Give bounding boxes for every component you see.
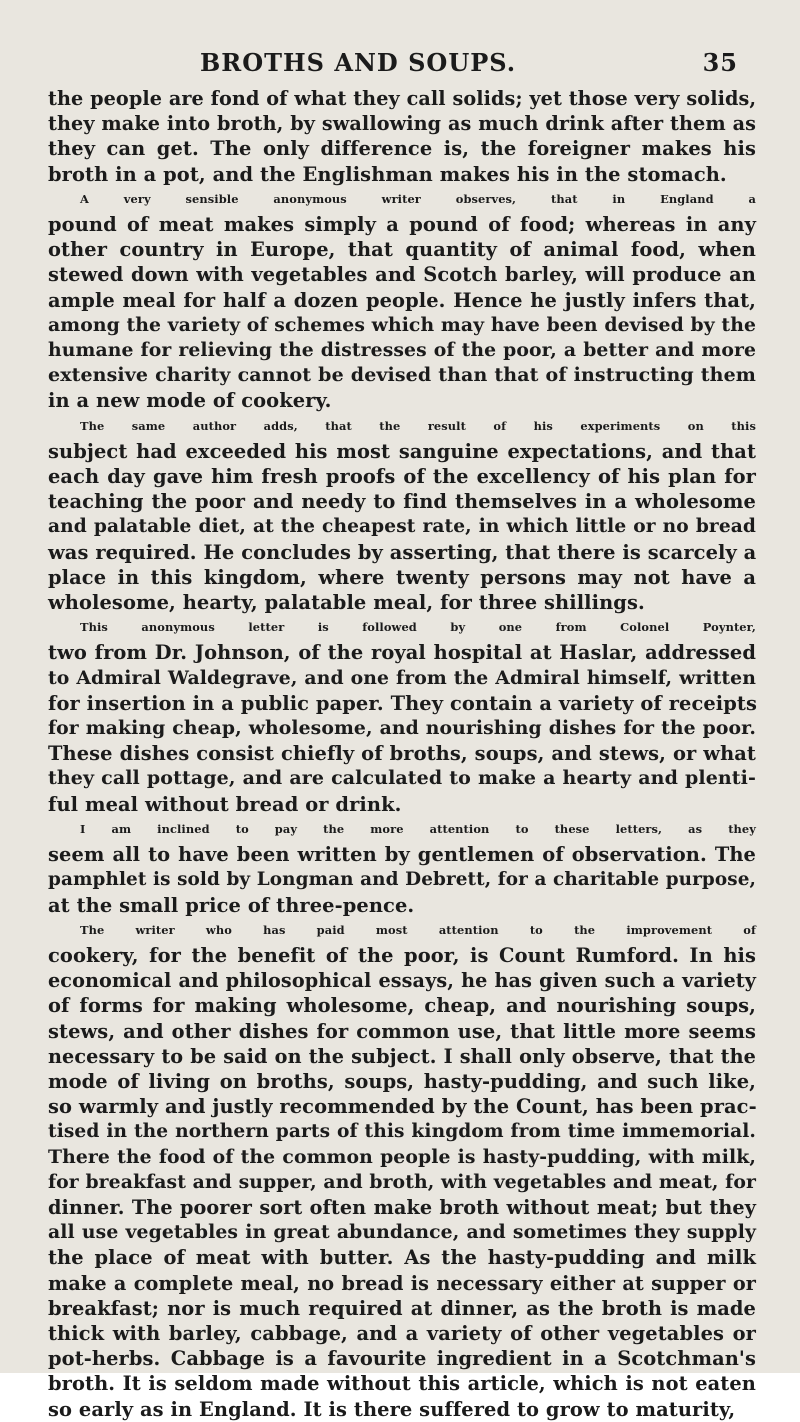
text-line: ample meal for half a dozen people. Hence he justly infers that, xyxy=(48,288,756,312)
text-line: for breakfast and supper, and broth, with vegetables and meat, for xyxy=(48,1170,756,1193)
paragraph xyxy=(48,918,756,1422)
text-line: The same author adds, that the result of his experiments on this xyxy=(80,418,756,433)
text-line: The writer who has paid most attention to the improvement of xyxy=(80,922,756,937)
text-line: place in this kingdom, where twenty persons may not have a xyxy=(48,565,756,589)
running-head xyxy=(48,30,756,77)
text-line: at the small price of three-pence. xyxy=(48,893,415,917)
text-line: seem all to have been written by gentlemen of observation. The xyxy=(48,843,756,867)
paragraph xyxy=(48,86,756,187)
text-line: economical and philosophical essays, he has given such a variety xyxy=(48,969,756,993)
text-line: necessary to be said on the subject. I shall only observe, that the xyxy=(48,1044,756,1068)
text-line: subject had exceeded his most sanguine expectations, and that xyxy=(48,439,756,463)
text-line: humane for relieving the distresses of the poor, a better and more xyxy=(48,339,756,362)
text-line: tised in the northern parts of this kingdom from time immemorial. xyxy=(48,1121,756,1143)
paragraph xyxy=(48,817,756,918)
text-line: for making cheap, wholesome, and nourishing dishes for the poor. xyxy=(48,717,756,740)
text-line: they call pottage, and are calculated to make a hearty and plenti- xyxy=(48,767,756,790)
text-line: so warmly and justly recommended by the Count, has been prac- xyxy=(48,1095,757,1119)
text-line: pamphlet is sold by Longman and Debrett, for a charitable purpose, xyxy=(48,869,756,891)
text-line: ful meal without bread or drink. xyxy=(48,792,402,816)
paragraph xyxy=(48,615,756,817)
text-line: the people are fond of what they call solids; yet those very solids, xyxy=(48,87,757,110)
text-line: of forms for making wholesome, cheap, and nourishing soups, xyxy=(48,994,756,1018)
text-line: A very sensible anonymous writer observes, that in England a xyxy=(80,191,756,206)
text-line: mode of living on broths, soups, hasty-pudding, and such like, xyxy=(48,1069,756,1093)
text-line: wholesome, hearty, palatable meal, for three shillings. xyxy=(48,591,645,615)
text-line: pot-herbs. Cabbage is a favourite ingredient in a Scotchman's xyxy=(48,1347,756,1371)
running-title: BROTHS AND SOUPS. xyxy=(200,48,517,77)
text-line: teaching the poor and needy to find themselves in a wholesome xyxy=(48,490,756,514)
text-line: These dishes consist chiefly of broths, soups, and stews, or what xyxy=(48,742,756,766)
text-line: cookery, for the benefit of the poor, is Count Rumford. In his xyxy=(48,943,756,967)
text-line: dinner. The poorer sort often make broth without meat; but they xyxy=(48,1195,756,1219)
text-line: for insertion in a public paper. They contain a variety of receipts xyxy=(48,691,757,715)
text-line: make a complete meal, no bread is necessary either at supper or xyxy=(48,1271,756,1295)
text-line: pound of meat makes simply a pound of food; whereas in any xyxy=(48,213,756,237)
text-line: the place of meat with butter. As the hasty-pudding and milk xyxy=(48,1246,756,1270)
text-line: extensive charity cannot be devised than that of instructing them xyxy=(48,364,756,387)
paragraph xyxy=(48,187,756,414)
text-line: I am inclined to pay the more attention to these letters, as they xyxy=(80,821,756,836)
text-line: stews, and other dishes for common use, that little more seems xyxy=(48,1019,756,1043)
page-number: 35 xyxy=(702,48,738,77)
text-line: two from Dr. Johnson, of the royal hospital at Haslar, addressed xyxy=(48,641,756,665)
text-line: breakfast; nor is much required at dinner, as the broth is made xyxy=(48,1296,756,1320)
text-line: broth in a pot, and the Englishman makes his in the stomach. xyxy=(48,162,727,186)
text-line: thick with barley, cabbage, and a variety of other vegetables or xyxy=(48,1321,756,1345)
text-line: they can get. The only difference is, the foreigner makes his xyxy=(48,137,756,161)
text-line: to Admiral Waldegrave, and one from the Admiral himself, written xyxy=(48,666,756,689)
paragraph xyxy=(48,414,756,616)
text-line: broth. It is seldom made without this article, which is not eaten xyxy=(48,1372,756,1396)
text-line: all use vegetables in great abundance, and sometimes they supply xyxy=(48,1221,756,1244)
text-line: so early as in England. It is there suffered to grow to maturity, xyxy=(48,1397,736,1421)
text-line: among the variety of schemes which may have been devised by the xyxy=(48,313,756,336)
text-line: in a new mode of cookery. xyxy=(48,389,332,413)
text-line: and palatable diet, at the cheapest rate, in which little or no bread xyxy=(48,516,756,538)
text-line: stewed down with vegetables and Scotch barley, will produce an xyxy=(48,263,756,287)
text-line: they make into broth, by swallowing as much drink after them as xyxy=(48,112,756,136)
body-text xyxy=(48,86,756,1422)
text-line: This anonymous letter is followed by one from Colonel Poynter, xyxy=(80,620,756,635)
text-line: other country in Europe, that quantity of animal food, when xyxy=(48,238,756,262)
text-line: was required. He concludes by asserting, that there is scarcely a xyxy=(48,540,757,564)
text-line: each day gave him fresh proofs of the excellency of his plan for xyxy=(48,465,756,489)
text-line: There the food of the common people is hasty-pudding, with milk, xyxy=(48,1145,756,1168)
